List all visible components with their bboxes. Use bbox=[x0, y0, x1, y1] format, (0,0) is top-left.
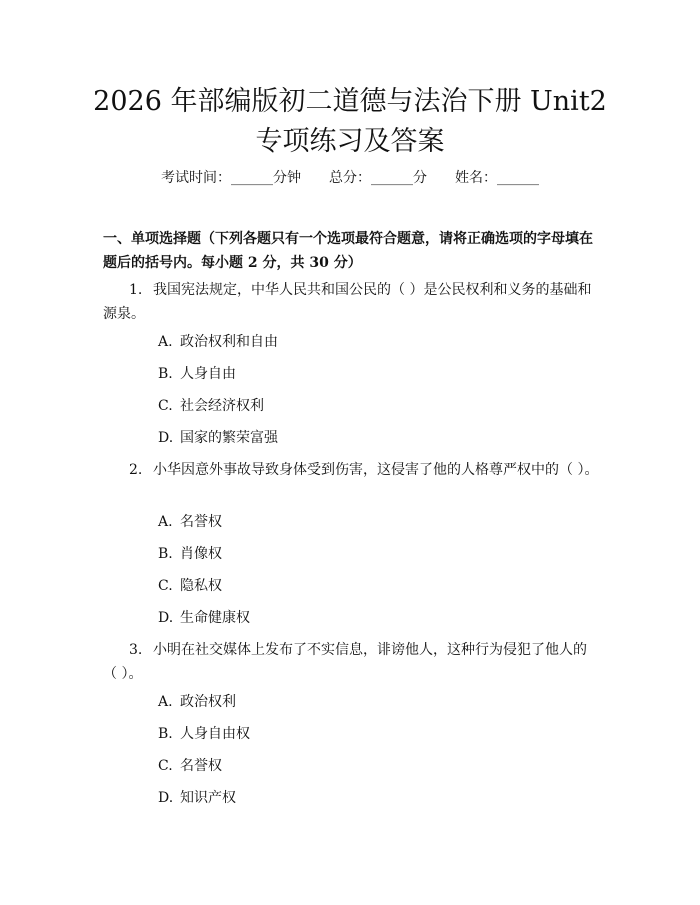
option-letter: B. bbox=[158, 366, 173, 382]
option-letter: C. bbox=[158, 398, 173, 414]
question-number: 3. bbox=[129, 642, 143, 658]
question-1 bbox=[103, 278, 600, 326]
option-letter: A. bbox=[158, 514, 173, 530]
option-letter: D. bbox=[158, 610, 174, 626]
option-3d bbox=[158, 788, 236, 808]
option-letter: C. bbox=[158, 578, 173, 594]
option-text: 生命健康权 bbox=[180, 610, 250, 626]
question-3 bbox=[103, 638, 600, 686]
question-number: 1. bbox=[129, 282, 143, 298]
option-letter: D. bbox=[158, 430, 174, 446]
question-number: 2. bbox=[129, 462, 143, 478]
option-letter: A. bbox=[158, 694, 173, 710]
option-2d bbox=[158, 608, 250, 628]
option-3a bbox=[158, 692, 236, 712]
option-text: 肖像权 bbox=[180, 546, 222, 562]
section-heading: 一、单项选择题（下列各题只有一个选项最符合题意，请将正确选项的字母填在题后的括号内。每小题 2 分，共 30 分） bbox=[103, 231, 593, 271]
option-text: 知识产权 bbox=[180, 790, 236, 806]
question-2 bbox=[103, 458, 600, 482]
option-text: 隐私权 bbox=[180, 578, 222, 594]
option-2b bbox=[158, 544, 222, 564]
option-letter: A. bbox=[158, 334, 173, 350]
option-text: 人身自由权 bbox=[180, 726, 250, 742]
option-letter: B. bbox=[158, 726, 173, 742]
option-text: 名誉权 bbox=[180, 514, 222, 530]
option-text: 国家的繁荣富强 bbox=[180, 430, 278, 446]
option-2c bbox=[158, 576, 222, 596]
option-letter: C. bbox=[158, 758, 173, 774]
option-text: 政治权利 bbox=[180, 694, 236, 710]
question-text: 小明在社交媒体上发布了不实信息，诽谤他人，这种行为侵犯了他人的（ ）。 bbox=[103, 642, 587, 682]
option-3b bbox=[158, 724, 250, 744]
option-text: 名誉权 bbox=[180, 758, 222, 774]
option-1d bbox=[158, 428, 278, 448]
exam-info-line bbox=[0, 168, 700, 188]
student-name-label: 姓名：______ bbox=[455, 170, 539, 186]
option-1a bbox=[158, 332, 278, 352]
option-3c bbox=[158, 756, 222, 776]
question-text: 我国宪法规定，中华人民共和国公民的（ ）是公民权利和义务的基础和源泉。 bbox=[103, 282, 592, 322]
question-text: 小华因意外事故导致身体受到伤害，这侵害了他的人格尊严权中的（ ）。 bbox=[153, 462, 599, 478]
option-text: 人身自由 bbox=[180, 366, 236, 382]
option-2a bbox=[158, 512, 222, 532]
option-1c bbox=[158, 396, 264, 416]
option-1b bbox=[158, 364, 236, 384]
option-text: 政治权利和自由 bbox=[180, 334, 278, 350]
option-letter: D. bbox=[158, 790, 174, 806]
total-score-label: 总分：______分 bbox=[329, 170, 427, 186]
document-title: 2026 年部编版初二道德与法治下册 Unit2 专项练习及答案 bbox=[93, 86, 607, 157]
exam-time-label: 考试时间：______分钟 bbox=[161, 170, 301, 186]
option-text: 社会经济权利 bbox=[180, 398, 264, 414]
option-letter: B. bbox=[158, 546, 173, 562]
